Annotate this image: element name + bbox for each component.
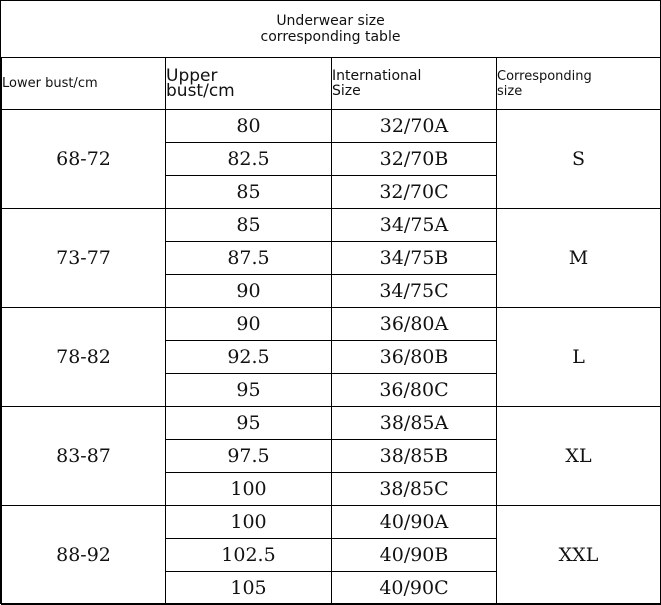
lower-bust-cell: 78-82 bbox=[2, 308, 166, 407]
international-size-cell: 36/80A bbox=[332, 308, 497, 341]
upper-bust-cell: 87.5 bbox=[166, 242, 332, 275]
international-size-cell: 38/85C bbox=[332, 473, 497, 506]
international-size-cell: 32/70C bbox=[332, 176, 497, 209]
international-size-cell: 34/75B bbox=[332, 242, 497, 275]
upper-bust-cell: 97.5 bbox=[166, 440, 332, 473]
table-row bbox=[2, 308, 661, 341]
table-title bbox=[1, 1, 660, 57]
header-lower-bust: Lower bust/cm bbox=[2, 58, 166, 110]
table-row bbox=[2, 506, 661, 539]
table-row bbox=[2, 110, 661, 143]
upper-bust-cell: 100 bbox=[166, 506, 332, 539]
upper-bust-cell: 90 bbox=[166, 308, 332, 341]
header-corresponding-size: Corresponding size bbox=[497, 58, 661, 110]
upper-bust-cell: 82.5 bbox=[166, 143, 332, 176]
title-line-2: corresponding table bbox=[260, 29, 401, 45]
upper-bust-cell: 95 bbox=[166, 374, 332, 407]
size-table bbox=[1, 57, 661, 605]
international-size-cell: 36/80B bbox=[332, 341, 497, 374]
corresponding-size-cell: L bbox=[497, 308, 661, 407]
international-size-cell: 40/90B bbox=[332, 539, 497, 572]
upper-bust-cell: 80 bbox=[166, 110, 332, 143]
corresponding-size-cell: XXL bbox=[497, 506, 661, 605]
upper-bust-cell: 90 bbox=[166, 275, 332, 308]
upper-bust-cell: 85 bbox=[166, 209, 332, 242]
upper-bust-cell: 92.5 bbox=[166, 341, 332, 374]
upper-bust-cell: 85 bbox=[166, 176, 332, 209]
lower-bust-cell: 88-92 bbox=[2, 506, 166, 605]
header-upper-bust: Upper bust/cm bbox=[166, 58, 332, 110]
header-row bbox=[2, 58, 661, 110]
international-size-cell: 38/85A bbox=[332, 407, 497, 440]
upper-bust-cell: 102.5 bbox=[166, 539, 332, 572]
corresponding-size-cell: XL bbox=[497, 407, 661, 506]
header-international-size: International Size bbox=[332, 58, 497, 110]
upper-bust-cell: 100 bbox=[166, 473, 332, 506]
corresponding-size-cell: M bbox=[497, 209, 661, 308]
international-size-cell: 36/80C bbox=[332, 374, 497, 407]
international-size-cell: 38/85B bbox=[332, 440, 497, 473]
corresponding-size-cell: S bbox=[497, 110, 661, 209]
upper-bust-cell: 95 bbox=[166, 407, 332, 440]
international-size-cell: 34/75C bbox=[332, 275, 497, 308]
international-size-cell: 32/70A bbox=[332, 110, 497, 143]
upper-bust-cell: 105 bbox=[166, 572, 332, 605]
international-size-cell: 40/90A bbox=[332, 506, 497, 539]
lower-bust-cell: 83-87 bbox=[2, 407, 166, 506]
lower-bust-cell: 73-77 bbox=[2, 209, 166, 308]
table-row bbox=[2, 209, 661, 242]
title-line-1: Underwear size bbox=[276, 13, 385, 29]
lower-bust-cell: 68-72 bbox=[2, 110, 166, 209]
international-size-cell: 32/70B bbox=[332, 143, 497, 176]
international-size-cell: 34/75A bbox=[332, 209, 497, 242]
table-row bbox=[2, 407, 661, 440]
international-size-cell: 40/90C bbox=[332, 572, 497, 605]
